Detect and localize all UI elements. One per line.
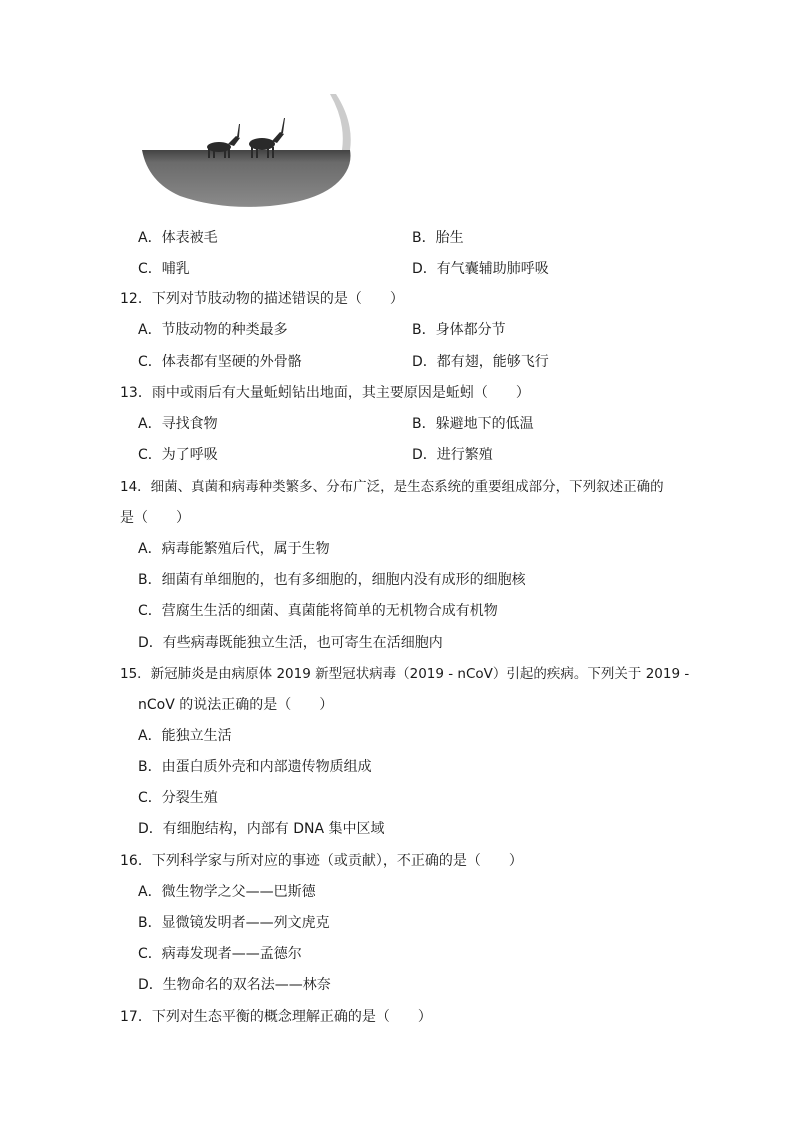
q13-option-d: D．进行繁殖 [412, 447, 493, 463]
q13-stem: 13．雨中或雨后有大量蚯蚓钻出地面，其主要原因是蚯蚓（ ） [120, 385, 530, 401]
q15-option-c: C．分裂生殖 [138, 790, 218, 806]
q13-option-c: C．为了呼吸 [138, 447, 218, 463]
q15-stem-line1: 15．新冠肺炎是由病原体 2019 新型冠状病毒（2019 - nCoV）引起的疾病。下列关于 2019 - [120, 666, 690, 682]
q12-stem: 12．下列对节肢动物的描述错误的是（ ） [120, 291, 404, 307]
q11-option-c: C．哺乳 [138, 261, 190, 277]
q16-stem: 16．下列科学家与所对应的事迹（或贡献），不正确的是（ ） [120, 853, 523, 869]
q15-option-a: A．能独立生活 [138, 728, 232, 744]
q16-option-b: B．显微镜发明者——列文虎克 [138, 915, 330, 931]
q13-option-a: A．寻找食物 [138, 416, 218, 432]
q11-option-a: A．体表被毛 [138, 230, 218, 246]
q11-option-b: B．胎生 [412, 230, 464, 246]
q16-option-c: C．病毒发现者——孟德尔 [138, 946, 302, 962]
q11-option-d: D．有气囊辅助肺呼吸 [412, 261, 549, 277]
q17-stem: 17．下列对生态平衡的概念理解正确的是（ ） [120, 1009, 432, 1025]
q14-option-b: B．细菌有单细胞的，也有多细胞的，细胞内没有成形的细胞核 [138, 572, 526, 588]
q14-stem-line1: 14．细菌、真菌和病毒种类繁多、分布广泛，是生态系统的重要组成部分，下列叙述正确的 [120, 479, 664, 495]
q16-option-a: A．微生物学之父——巴斯德 [138, 884, 316, 900]
q12-option-d: D．都有翅，能够飞行 [412, 354, 549, 370]
q12-option-a: A．节肢动物的种类最多 [138, 322, 288, 338]
q15-option-b: B．由蛋白质外壳和内部遗传物质组成 [138, 759, 372, 775]
q15-stem-line2: nCoV 的说法正确的是（ ） [138, 697, 334, 713]
q15-option-d: D．有细胞结构，内部有 DNA 集中区域 [138, 821, 385, 837]
q16-option-d: D．生物命名的双名法——林奈 [138, 977, 331, 993]
q12-option-c: C．体表都有坚硬的外骨骼 [138, 354, 302, 370]
q14-option-a: A．病毒能繁殖后代，属于生物 [138, 541, 330, 557]
q14-option-d: D．有些病毒既能独立生活，也可寄生在活细胞内 [138, 635, 443, 651]
q13-option-b: B．躲避地下的低温 [412, 416, 534, 432]
q14-option-c: C．营腐生生活的细菌、真菌能将简单的无机物合成有机物 [138, 603, 498, 619]
q14-stem-line2: 是（ ） [120, 510, 190, 526]
q12-option-b: B．身体都分节 [412, 322, 506, 338]
antelope-photo [140, 92, 352, 208]
